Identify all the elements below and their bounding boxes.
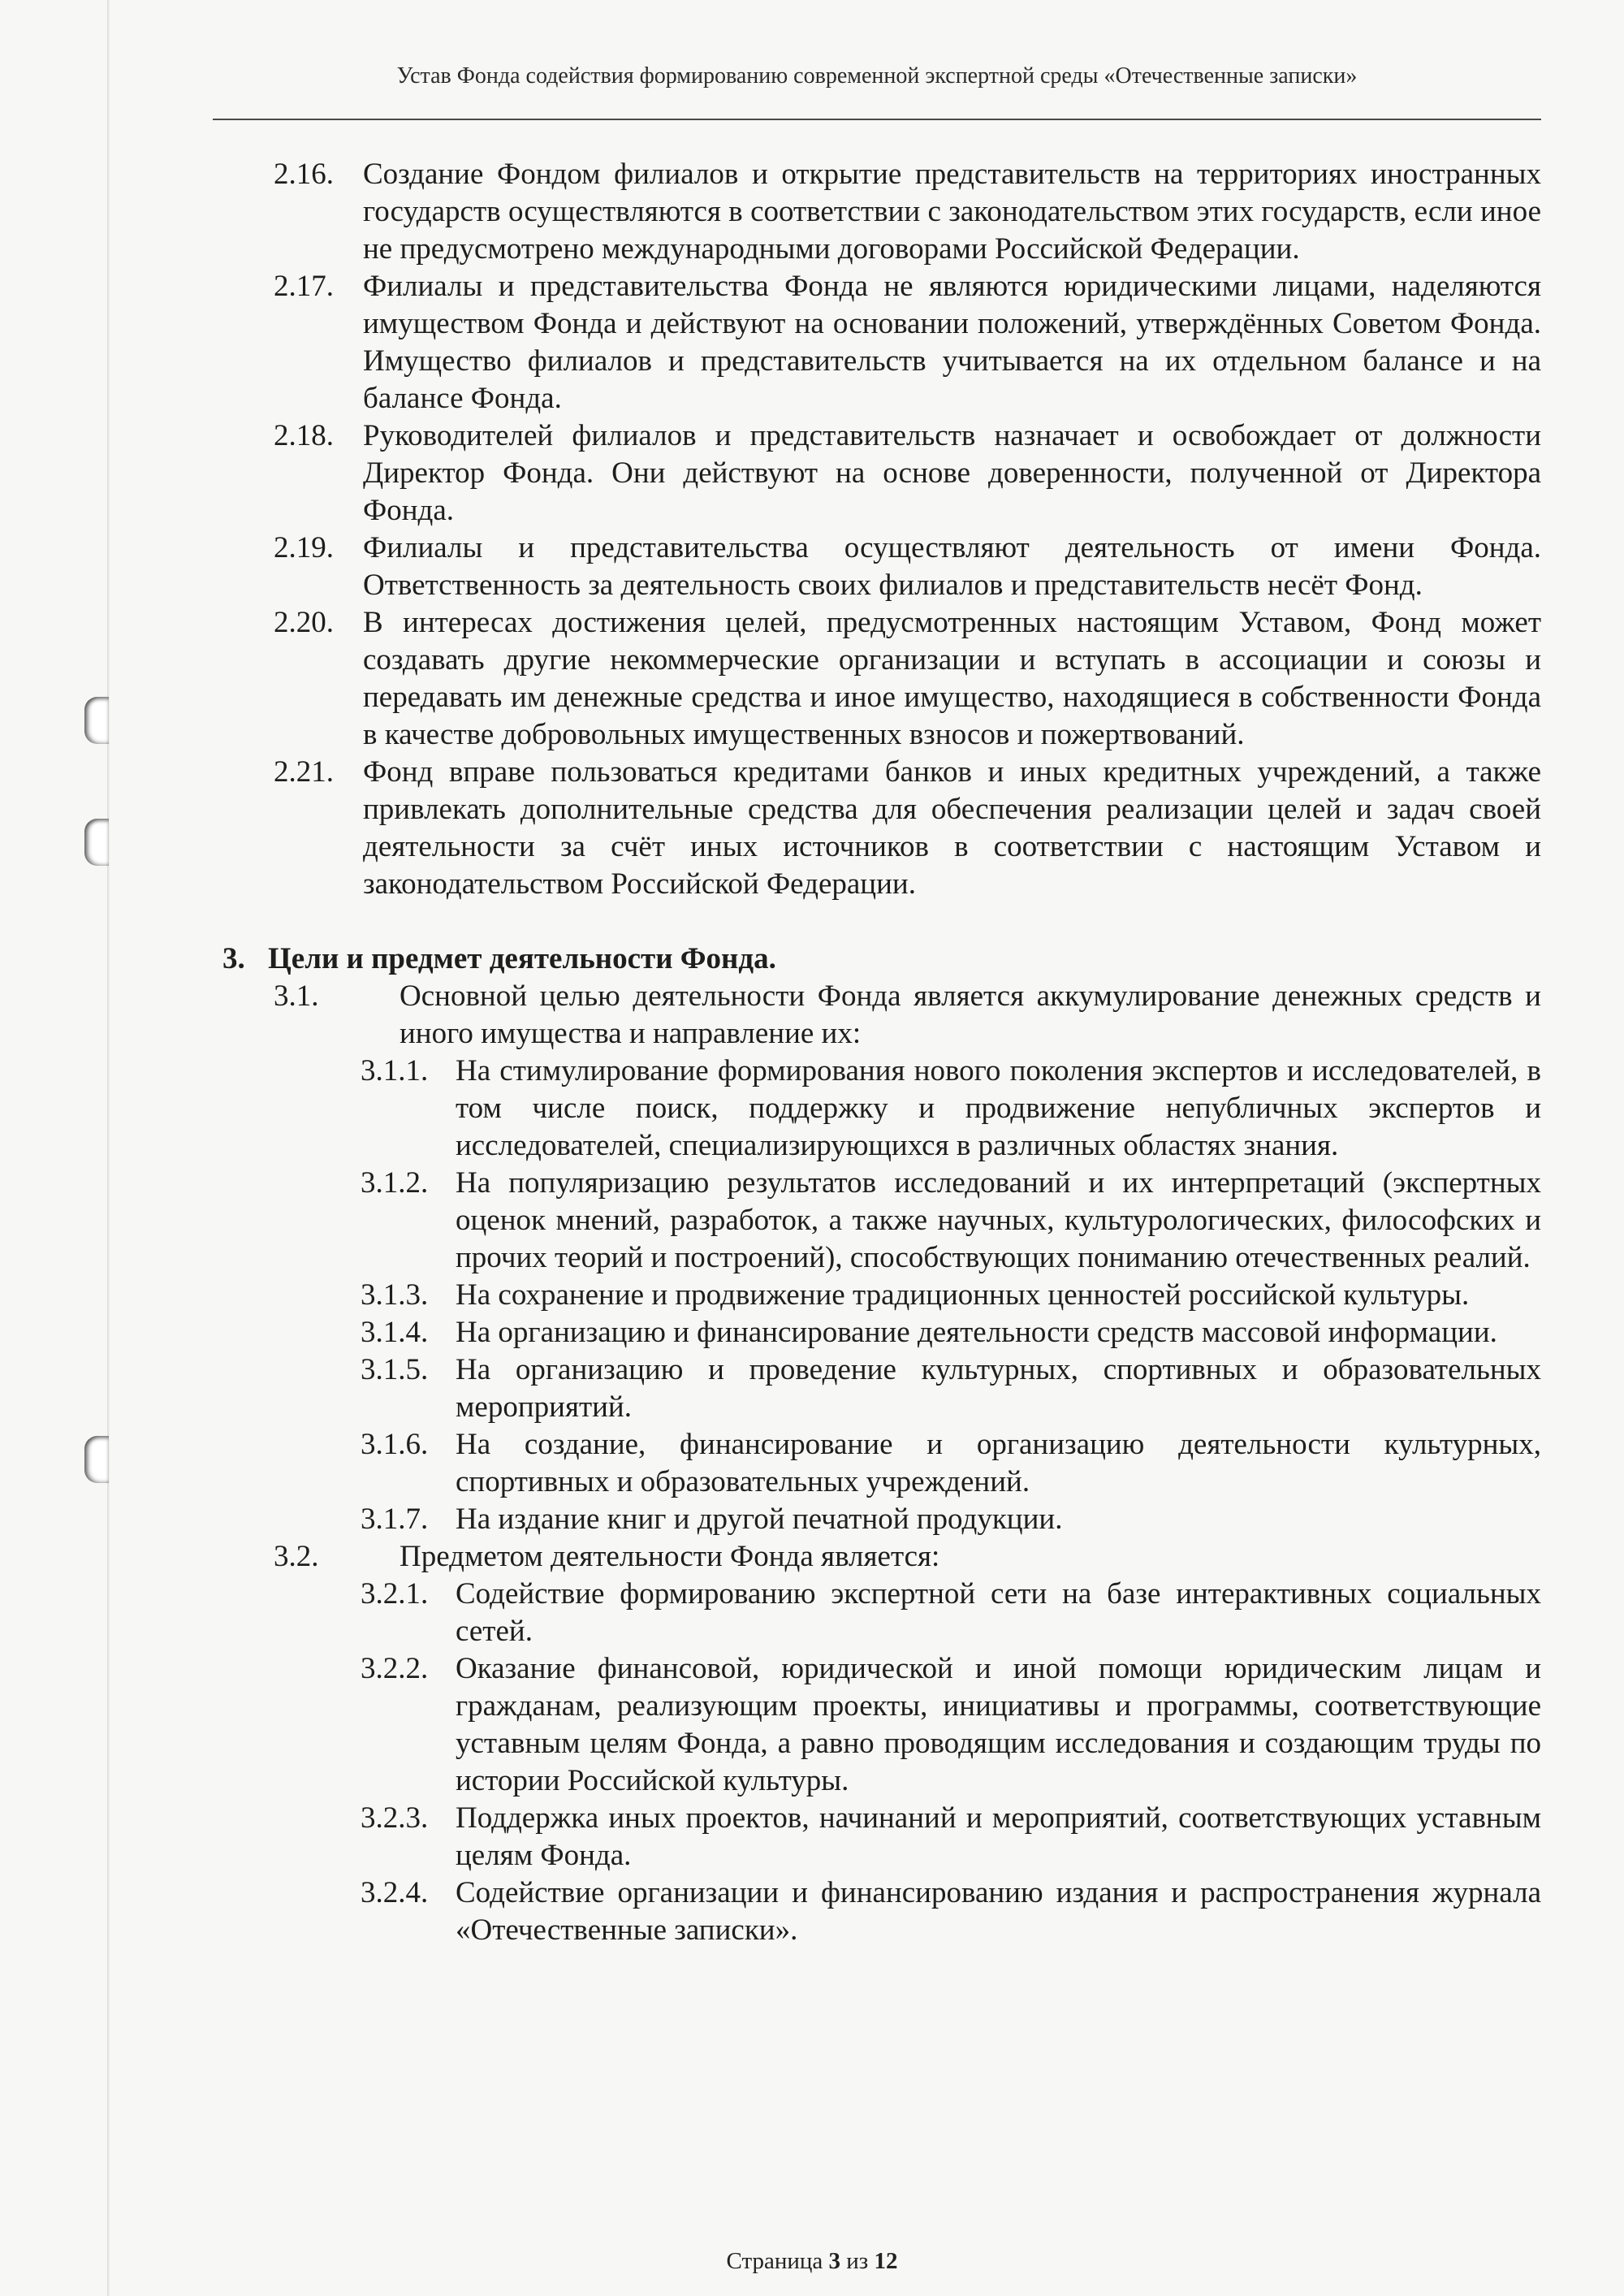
clause-2-18 (213, 417, 1541, 530)
clause-number: 3.1.6. (361, 1428, 429, 1461)
section-title: Цели и предмет деятельности Фонда. (268, 942, 776, 975)
clause-number: 3.2.4. (361, 1876, 429, 1909)
clause-text: Филиалы и представительства Фонда не являются юридическими лицами, наделяются имуществом Фонда и действуют на основании положений, утверждённых Советом Фонда. Имущество филиалов и представительств учитывается на их отдельном балансе и на балансе Фонда. (363, 270, 1541, 415)
clause-number: 3.2.3. (361, 1801, 429, 1835)
total-pages: 12 (874, 2248, 898, 2274)
clause-text: Филиалы и представительства осуществляют деятельность от имени Фонда. Ответственность за деятельность своих филиалов и представительств несёт Фонд. (363, 531, 1541, 602)
paper-edge (107, 0, 110, 2296)
clause-text: Предметом деятельности Фонда является: (400, 1540, 940, 1573)
clause-text: Создание Фондом филиалов и открытие представительств на территориях иностранных государств осуществляются в соответствии с законодательством этих государств, если иное не предусмотрено международными договорами Российской Федерации. (363, 158, 1541, 266)
clause-3-1-4 (213, 1314, 1541, 1351)
clause-3-1-5 (213, 1351, 1541, 1426)
page-footer (0, 2248, 1624, 2275)
clause-number: 3.1.1. (361, 1054, 429, 1087)
clause-number: 3.1.7. (361, 1503, 429, 1536)
clause-2-19 (213, 530, 1541, 604)
clause-text: На популяризацию результатов исследований и их интерпретаций (экспертных оценок мнений, разработок, а также научных, культурологических, философских и прочих теорий и построений), способствующих пониманию отечественных реалий. (456, 1166, 1541, 1274)
clause-number: 2.19. (274, 531, 334, 564)
clause-number: 3.1.3. (361, 1278, 429, 1312)
clause-number: 2.20. (274, 606, 334, 639)
clause-3-2 (213, 1538, 1541, 1576)
clause-text: Оказание финансовой, юридической и иной помощи юридическим лицам и гражданам, реализующим проекты, инициативы и программы, соответствующие уставным целям Фонда, а равно проводящим исследования и создающим труды по истории Российской культуры. (456, 1652, 1541, 1797)
clause-number: 2.16. (274, 158, 334, 191)
clause-3-2-3 (213, 1800, 1541, 1874)
clause-number: 3.1.4. (361, 1316, 429, 1349)
clause-3-1 (213, 978, 1541, 1053)
clause-text: Содействие формированию экспертной сети на базе интерактивных социальных сетей. (456, 1577, 1541, 1648)
clause-2-16 (213, 156, 1541, 268)
clause-text: Содействие организации и финансированию издания и распространения журнала «Отечественные записки». (456, 1876, 1541, 1947)
clause-3-1-3 (213, 1277, 1541, 1314)
current-page: 3 (828, 2248, 841, 2274)
clause-text: Фонд вправе пользоваться кредитами банков и иных кредитных учреждений, а также привлекать дополнительные средства для обеспечения реализации целей и задач своей деятельности за счёт иных источников в соответствии с настоящим Уставом и законодательством Российской Федерации. (363, 755, 1541, 901)
section-number: 3. (222, 942, 245, 975)
clause-2-20 (213, 604, 1541, 754)
clause-text: На создание, финансирование и организацию деятельности культурных, спортивных и образовательных учреждений. (456, 1428, 1541, 1498)
clause-number: 3.1.5. (361, 1353, 429, 1386)
clause-3-1-7 (213, 1501, 1541, 1538)
clause-number: 3.2. (274, 1540, 319, 1573)
clause-3-1-1 (213, 1053, 1541, 1165)
header-divider (213, 119, 1541, 120)
clause-number: 3.1.2. (361, 1166, 429, 1200)
punch-hole (84, 1436, 109, 1483)
clause-text: На стимулирование формирования нового поколения экспертов и исследователей, в том числе поиск, поддержку и продвижение непубличных экспертов и исследователей, специализирующихся в различных областях знания. (456, 1054, 1541, 1162)
document-body (213, 156, 1541, 1949)
clause-number: 3.1. (274, 979, 319, 1013)
punch-hole (84, 697, 109, 744)
clause-text: На сохранение и продвижение традиционных ценностей российской культуры. (456, 1278, 1470, 1312)
clause-2-17 (213, 268, 1541, 417)
clause-3-2-4 (213, 1874, 1541, 1949)
clause-3-2-2 (213, 1650, 1541, 1800)
clause-text: Основной целью деятельности Фонда является аккумулирование денежных средств и иного имущества и направление их: (400, 979, 1541, 1050)
clause-text: На организацию и финансирование деятельности средств массовой информации. (456, 1316, 1497, 1349)
clause-number: 3.2.1. (361, 1577, 429, 1611)
clause-text: На организацию и проведение культурных, спортивных и образовательных мероприятий. (456, 1353, 1541, 1424)
punch-hole (84, 819, 109, 866)
clause-number: 2.17. (274, 270, 334, 303)
clause-text: Руководителей филиалов и представительств назначает и освобождает от должности Директор Фонда. Они действуют на основе доверенности, полученной от Директора Фонда. (363, 419, 1541, 527)
section-spacer (213, 903, 1541, 940)
clause-number: 3.2.2. (361, 1652, 429, 1685)
clause-2-21 (213, 754, 1541, 903)
clause-3-1-6 (213, 1426, 1541, 1501)
clause-text: На издание книг и другой печатной продукции. (456, 1503, 1063, 1536)
clause-text: Поддержка иных проектов, начинаний и мероприятий, соответствующих уставным целям Фонда. (456, 1801, 1541, 1872)
clause-number: 2.21. (274, 755, 334, 789)
page-header: Устав Фонда содействия формированию современной экспертной среды «Отечественные записки» (396, 63, 1358, 89)
section-3-heading (213, 940, 1541, 978)
clause-3-2-1 (213, 1576, 1541, 1650)
clause-number: 2.18. (274, 419, 334, 452)
clause-3-1-2 (213, 1165, 1541, 1277)
page-label: Страница (726, 2248, 823, 2274)
page-of: из (846, 2248, 869, 2274)
clause-text: В интересах достижения целей, предусмотренных настоящим Уставом, Фонд может создавать другие некоммерческие организации и вступать в ассоциации и союзы и передавать им денежные средства и иное имущество, находящиеся в собственности Фонда в качестве добровольных имущественных взносов и пожертвований. (363, 606, 1541, 751)
